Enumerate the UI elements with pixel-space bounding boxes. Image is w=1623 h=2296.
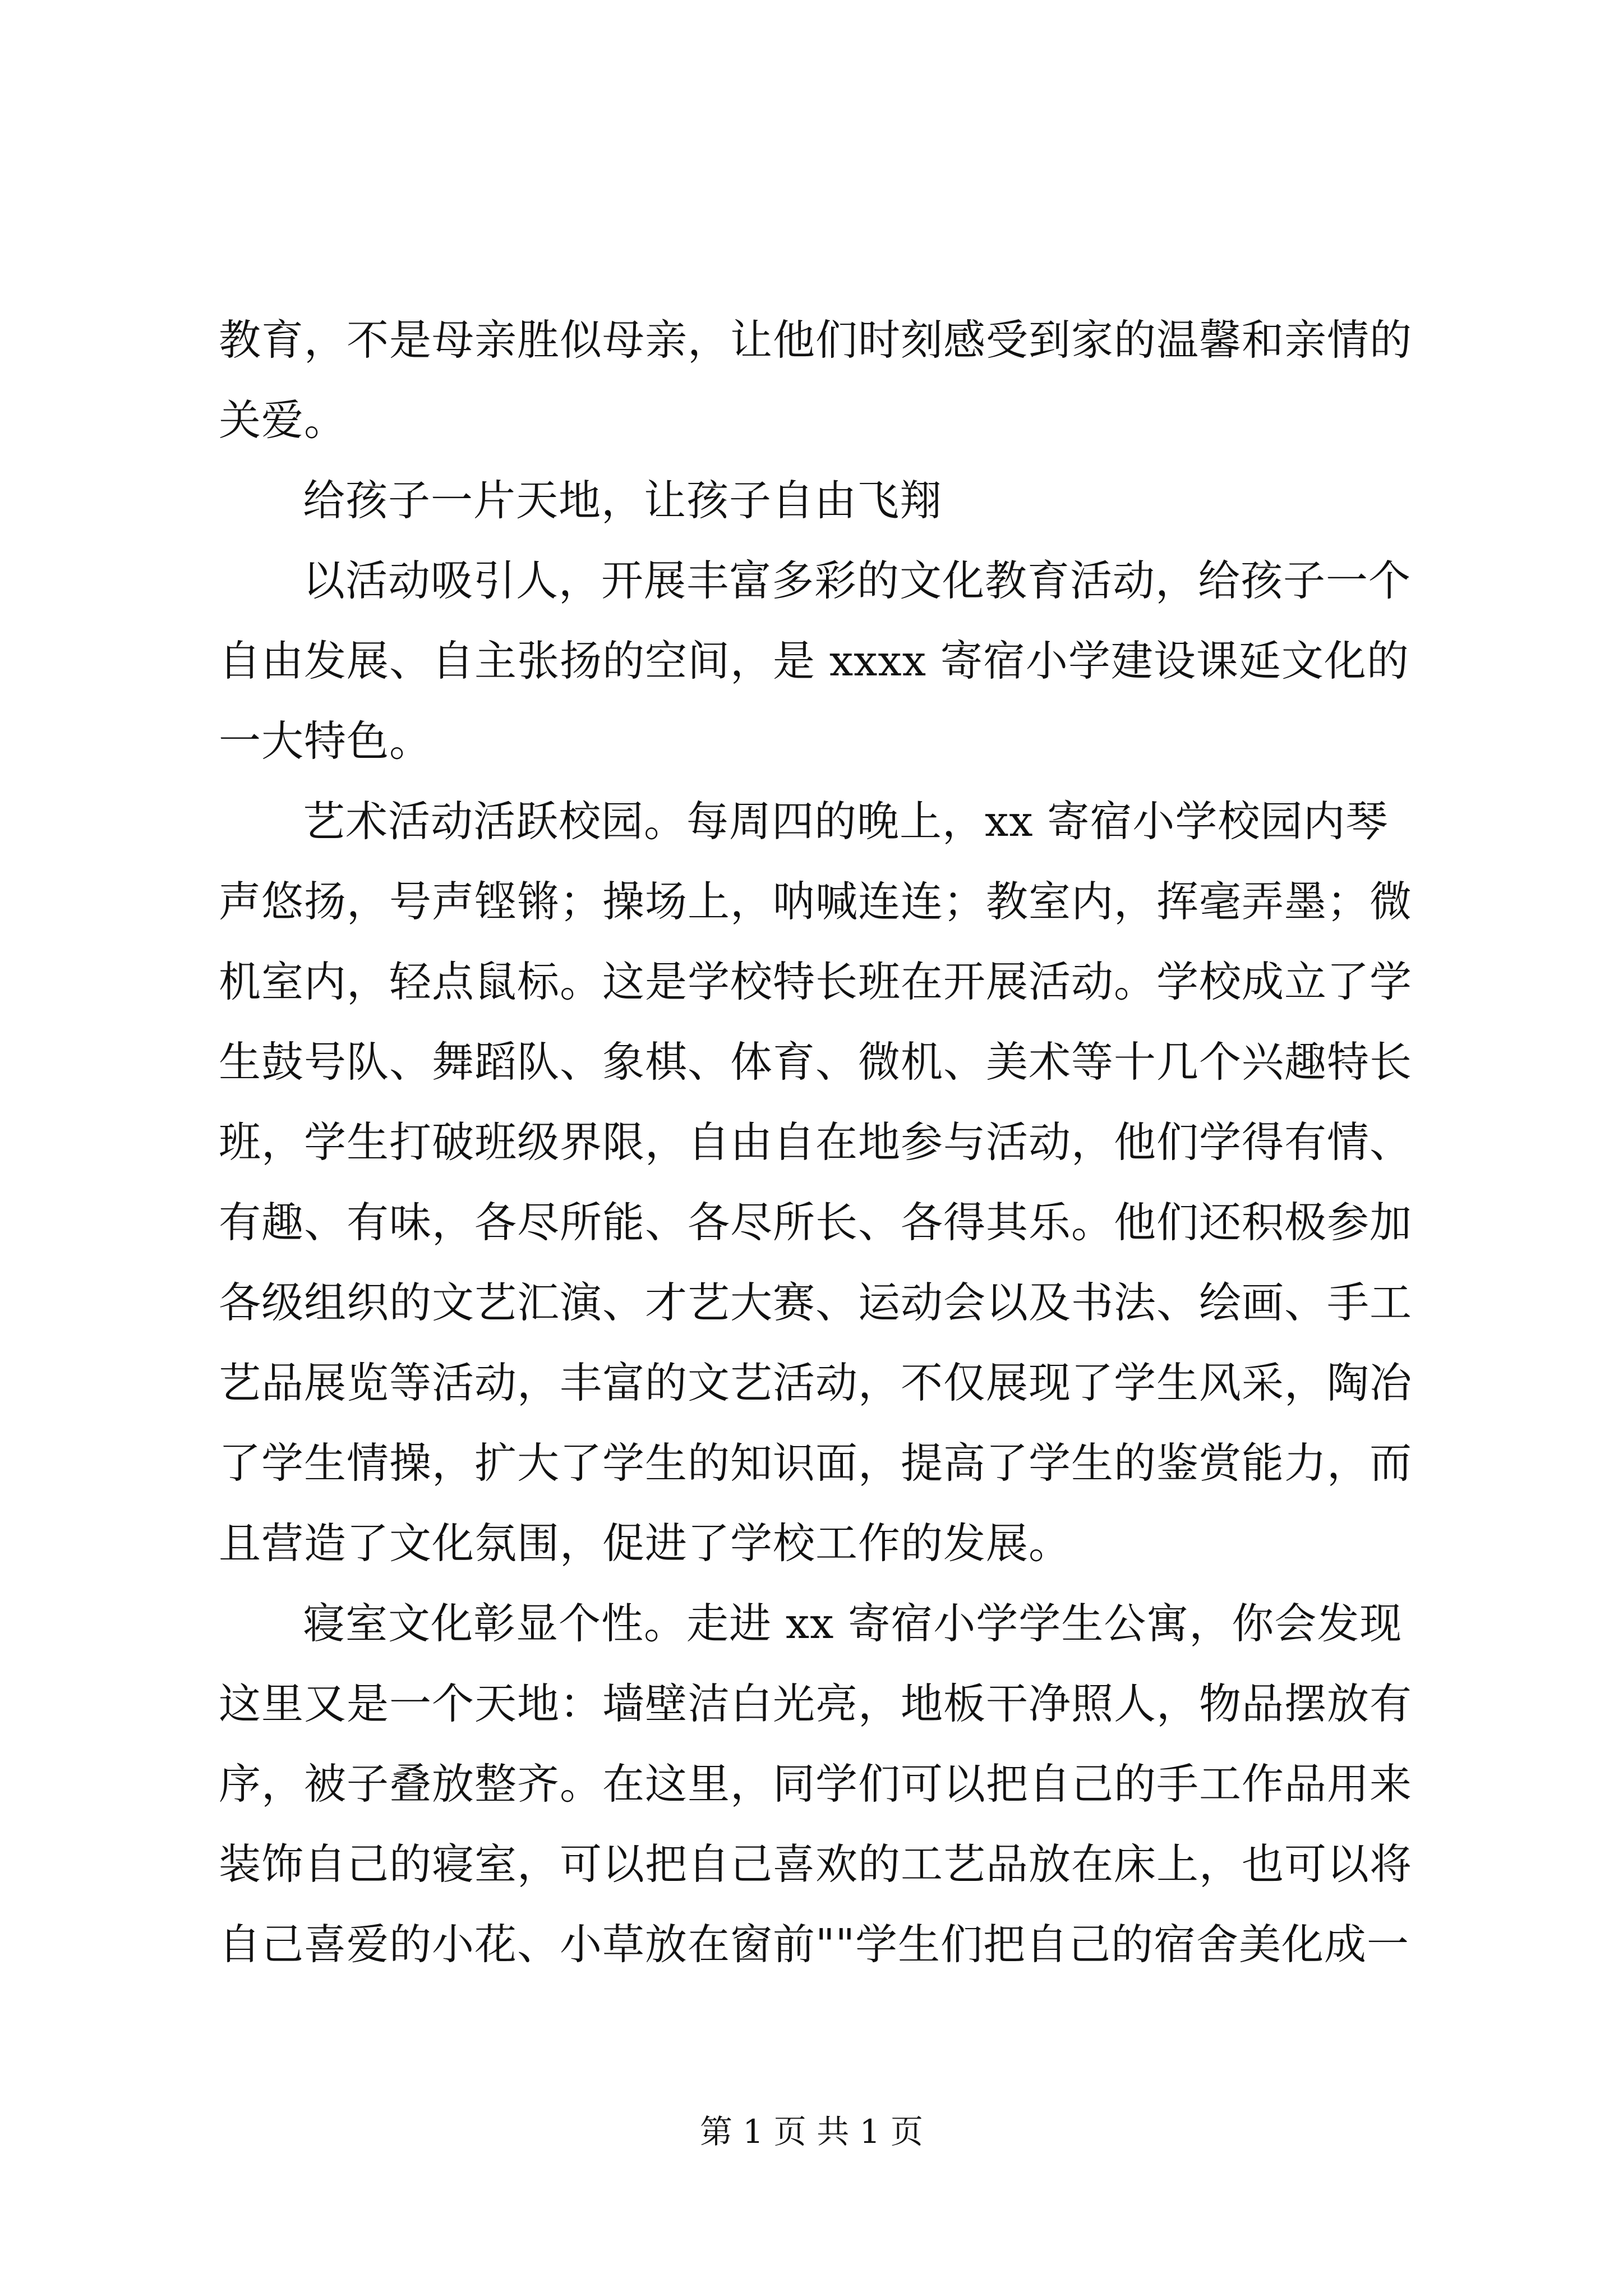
page-number-footer: 第 1 页 共 1 页: [700, 2113, 923, 2151]
paragraph-line: 了学生情操，扩大了学生的知识面，提高了学生的鉴赏能力，而: [219, 1438, 1413, 1488]
paragraph-line: 装饰自己的寝室，可以把自己喜欢的工艺品放在床上，也可以将: [219, 1839, 1413, 1889]
paragraph-line: 有趣、有味，各尽所能、各尽所长、各得其乐。他们还积极参加: [219, 1198, 1413, 1247]
paragraph-line: 艺术活动活跃校园。每周四的晚上，xx 寄宿小学校园内琴: [303, 797, 1389, 846]
paragraph-line: 一大特色。: [219, 716, 432, 766]
paragraph-line: 自由发展、自主张扬的空间，是 xxxx 寄宿小学建设课延文化的: [219, 636, 1409, 685]
paragraph-line: 艺品展览等活动，丰富的文艺活动，不仅展现了学生风采，陶冶: [219, 1358, 1413, 1407]
paragraph-line: 生鼓号队、舞蹈队、象棋、体育、微机、美术等十几个兴趣特长: [219, 1037, 1413, 1087]
paragraph-line: 教育，不是母亲胜似母亲，让他们时刻感受到家的温馨和亲情的: [219, 315, 1413, 365]
paragraph-line: 这里又是一个天地：墙壁洁白光亮，地板干净照人，物品摆放有: [219, 1679, 1413, 1728]
paragraph-line: 班，学生打破班级界限，自由自在地参与活动，他们学得有情、: [219, 1117, 1413, 1167]
paragraph-line: 以活动吸引人，开展丰富多彩的文化教育活动，给孩子一个: [303, 556, 1412, 605]
paragraph-line: 各级组织的文艺汇演、才艺大赛、运动会以及书法、绘画、手工: [219, 1278, 1413, 1327]
paragraph-line: 寝室文化彰显个性。走进 xx 寄宿小学学生公寓，你会发现: [303, 1599, 1403, 1648]
paragraph-line: 自己喜爱的小花、小草放在窗前""学生们把自己的宿舍美化成一: [219, 1920, 1409, 1969]
paragraph-line: 且营造了文化氛围，促进了学校工作的发展。: [219, 1519, 1072, 1568]
paragraph-line: 关爱。: [219, 395, 347, 445]
document-body: [219, 300, 1430, 1985]
section-heading: 给孩子一片天地，让孩子自由飞翔: [303, 476, 943, 525]
paragraph-line: 机室内，轻点鼠标。这是学校特长班在开展活动。学校成立了学: [219, 957, 1413, 1006]
paragraph-line: 声悠扬，号声铿锵；操场上，呐喊连连；教室内，挥毫弄墨；微: [219, 877, 1413, 926]
paragraph-line: 序，被子叠放整齐。在这里，同学们可以把自己的手工作品用来: [219, 1759, 1413, 1809]
